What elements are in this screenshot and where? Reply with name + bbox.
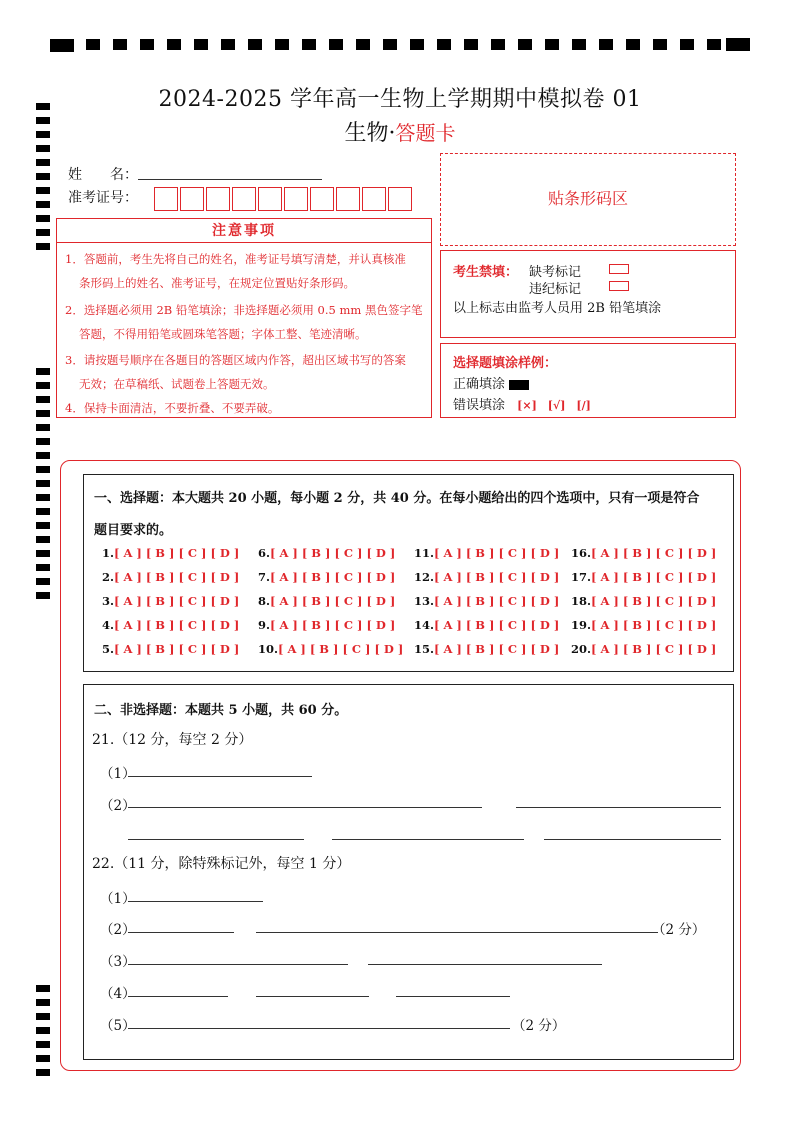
proctor-only-box xyxy=(440,250,736,338)
mc-question xyxy=(414,642,559,656)
timing-mark-left xyxy=(36,215,50,222)
q21-part1-answer-line[interactable] xyxy=(128,776,312,777)
open-heading: 二、非选择题：本题共 5 小题，共 60 分。 xyxy=(94,703,348,718)
timing-mark-left xyxy=(36,999,50,1006)
timing-mark-top xyxy=(410,39,424,50)
subtitle-subject: 生物 xyxy=(344,121,389,146)
timing-mark-left xyxy=(36,187,50,194)
timing-mark-top xyxy=(140,39,154,50)
timing-mark-left xyxy=(36,1027,50,1034)
mc-question-options[interactable]: [ A ] [ B ] [ C ] [ D ] xyxy=(270,546,396,560)
mc-question xyxy=(571,546,716,560)
exam-number-digit-box[interactable] xyxy=(310,187,334,211)
q22-part5-label: （5） xyxy=(100,1018,136,1034)
mc-question-options[interactable]: [ A ] [ B ] [ C ] [ D ] xyxy=(278,642,404,656)
mc-question xyxy=(571,642,716,656)
exam-number-digit-box[interactable] xyxy=(180,187,204,211)
mc-question xyxy=(102,618,239,632)
mc-question-options[interactable]: [ A ] [ B ] [ C ] [ D ] xyxy=(434,570,560,584)
q21-part2-answer-line[interactable] xyxy=(544,839,721,840)
timing-mark-left xyxy=(36,508,50,515)
subtitle-answer-sheet: 答题卡 xyxy=(395,121,456,145)
mc-question xyxy=(414,570,559,584)
mc-question xyxy=(571,594,716,608)
proctor-only-title: 考生禁填： xyxy=(453,265,519,280)
timing-mark-top xyxy=(383,39,397,50)
mc-question-number: 10. xyxy=(258,642,279,656)
exam-number-digit-box[interactable] xyxy=(206,187,230,211)
mc-question xyxy=(571,618,716,632)
mc-question-number: 7. xyxy=(258,570,271,584)
page-title: 2024-2025 学年高一生物上学期期中模拟卷 01 xyxy=(158,87,642,112)
mc-question-options[interactable]: [ A ] [ B ] [ C ] [ D ] xyxy=(114,546,240,560)
q22-part1-label: （1） xyxy=(100,891,136,907)
mc-question-number: 8. xyxy=(258,594,271,608)
mc-question-number: 14. xyxy=(414,618,435,632)
exam-number-digit-box[interactable] xyxy=(336,187,360,211)
mc-question-number: 4. xyxy=(102,618,115,632)
q22-part2-label: （2） xyxy=(100,922,136,938)
mc-question-options[interactable]: [ A ] [ B ] [ C ] [ D ] xyxy=(434,546,560,560)
barcode-area-label: 贴条形码区 xyxy=(547,189,628,208)
barcode-area[interactable] xyxy=(440,153,736,246)
page-subtitle xyxy=(0,116,800,147)
mc-question xyxy=(258,594,395,608)
q22-part3-answer-line[interactable] xyxy=(368,964,602,965)
timing-mark-left xyxy=(36,173,50,180)
timing-mark-top xyxy=(707,39,721,50)
timing-mark-top xyxy=(221,39,235,50)
mc-question-options[interactable]: [ A ] [ B ] [ C ] [ D ] xyxy=(270,594,396,608)
mc-question-number: 5. xyxy=(102,642,115,656)
mc-question-number: 9. xyxy=(258,618,271,632)
mc-question-options[interactable]: [ A ] [ B ] [ C ] [ D ] xyxy=(270,618,396,632)
timing-mark-top xyxy=(248,39,262,50)
mc-question-number: 17. xyxy=(571,570,592,584)
timing-mark-left xyxy=(36,536,50,543)
mc-question-number: 15. xyxy=(414,642,435,656)
mc-question-number: 16. xyxy=(571,546,592,560)
mc-question xyxy=(102,642,239,656)
mc-question-options[interactable]: [ A ] [ B ] [ C ] [ D ] xyxy=(591,642,717,656)
timing-mark-left xyxy=(36,494,50,501)
timing-mark-top xyxy=(653,39,667,50)
timing-mark-left xyxy=(36,466,50,473)
mc-question xyxy=(571,570,716,584)
notice-box xyxy=(56,218,432,418)
timing-mark-top xyxy=(545,39,559,50)
timing-mark-top xyxy=(680,39,694,50)
timing-mark-left xyxy=(36,159,50,166)
wrong-fill-marks: [×] [√] [/] xyxy=(517,399,591,412)
timing-mark-left xyxy=(36,592,50,599)
exam-number-digit-box[interactable] xyxy=(258,187,282,211)
mc-question-number: 20. xyxy=(571,642,592,656)
mc-question xyxy=(414,618,559,632)
q22-part4-answer-line[interactable] xyxy=(128,996,228,997)
q22-part2-answer-line[interactable] xyxy=(128,932,234,933)
q22-part3-label: （3） xyxy=(100,954,136,970)
timing-mark-top xyxy=(464,39,478,50)
timing-mark-top xyxy=(113,39,127,50)
fill-sample-box xyxy=(440,343,736,418)
mc-question xyxy=(414,594,559,608)
exam-number-digit-box[interactable] xyxy=(232,187,256,211)
q22-part5-score: （2 分） xyxy=(512,1018,566,1034)
mc-question-options[interactable]: [ A ] [ B ] [ C ] [ D ] xyxy=(591,618,717,632)
timing-mark-left xyxy=(36,1069,50,1076)
q21-part2-answer-line[interactable] xyxy=(128,839,304,840)
exam-number-digit-box[interactable] xyxy=(362,187,386,211)
timing-mark-left xyxy=(36,550,50,557)
timing-mark-top xyxy=(572,39,586,50)
mc-question-options[interactable]: [ A ] [ B ] [ C ] [ D ] xyxy=(434,618,560,632)
q22-part4-answer-line[interactable] xyxy=(256,996,369,997)
q21-part2-label: （2） xyxy=(100,798,136,814)
timing-mark-left xyxy=(36,368,50,375)
mc-question xyxy=(102,570,239,584)
timing-mark-top-start xyxy=(50,39,74,52)
timing-mark-top-end xyxy=(726,38,750,51)
wrong-fill-row xyxy=(453,394,591,413)
timing-mark-left xyxy=(36,424,50,431)
mc-question xyxy=(258,546,395,560)
violation-mark-label: 违纪标记 xyxy=(529,282,582,297)
timing-mark-left xyxy=(36,1013,50,1020)
correct-fill-row xyxy=(453,373,529,392)
mc-question-number: 11. xyxy=(414,546,435,560)
name-label: 姓 名： xyxy=(68,167,138,183)
mc-question-number: 13. xyxy=(414,594,435,608)
timing-mark-left xyxy=(36,396,50,403)
proctor-note: 以上标志由监考人员用 2B 铅笔填涂 xyxy=(453,301,662,316)
mc-question-options[interactable]: [ A ] [ B ] [ C ] [ D ] xyxy=(434,642,560,656)
timing-mark-top xyxy=(518,39,532,50)
q22-part2-answer-line[interactable] xyxy=(256,932,658,933)
mc-question xyxy=(414,546,559,560)
timing-mark-left xyxy=(36,522,50,529)
fill-sample-title: 选择题填涂样例： xyxy=(453,356,558,371)
q21-part2-answer-line[interactable] xyxy=(128,807,482,808)
timing-mark-top xyxy=(356,39,370,50)
timing-mark-top xyxy=(626,39,640,50)
mc-question-options[interactable]: [ A ] [ B ] [ C ] [ D ] xyxy=(434,594,560,608)
notice-title: 注意事项 xyxy=(212,223,276,239)
mc-question-options[interactable]: [ A ] [ B ] [ C ] [ D ] xyxy=(270,570,396,584)
mc-question-options[interactable]: [ A ] [ B ] [ C ] [ D ] xyxy=(114,570,240,584)
mc-question xyxy=(258,642,403,656)
timing-mark-left xyxy=(36,480,50,487)
q22-part3-answer-line[interactable] xyxy=(128,964,348,965)
notice-item: 条形码上的姓名、准考证号，在规定位置贴好条形码。 xyxy=(79,276,355,290)
mc-question xyxy=(258,570,395,584)
exam-number-digit-box[interactable] xyxy=(154,187,178,211)
mc-question-number: 19. xyxy=(571,618,592,632)
timing-mark-left xyxy=(36,201,50,208)
notice-header xyxy=(57,219,431,243)
timing-mark-left xyxy=(36,985,50,992)
q21-part2-answer-line[interactable] xyxy=(516,807,721,808)
mc-question-options[interactable]: [ A ] [ B ] [ C ] [ D ] xyxy=(114,594,240,608)
q21-part2-answer-line[interactable] xyxy=(332,839,524,840)
absent-mark-box[interactable] xyxy=(609,264,629,274)
wrong-fill-label: 错误填涂 xyxy=(453,398,506,413)
timing-mark-left xyxy=(36,243,50,250)
mc-question-options[interactable]: [ A ] [ B ] [ C ] [ D ] xyxy=(591,594,717,608)
exam-number-label: 准考证号： xyxy=(68,190,138,206)
mc-question-number: 2. xyxy=(102,570,115,584)
mc-question-options[interactable]: [ A ] [ B ] [ C ] [ D ] xyxy=(114,642,240,656)
timing-mark-left xyxy=(36,452,50,459)
exam-number-digit-box[interactable] xyxy=(284,187,308,211)
timing-mark-top xyxy=(194,39,208,50)
q22-part1-answer-line[interactable] xyxy=(128,901,263,902)
mc-question-options[interactable]: [ A ] [ B ] [ C ] [ D ] xyxy=(591,546,717,560)
mc-heading-line2: 题目要求的。 xyxy=(94,523,173,538)
notice-item: 答题，不得用铅笔或圆珠笔答题；字体工整、笔迹清晰。 xyxy=(79,327,367,341)
timing-mark-left xyxy=(36,1041,50,1048)
timing-mark-left xyxy=(36,438,50,445)
violation-mark-box[interactable] xyxy=(609,281,629,291)
mc-question-number: 6. xyxy=(258,546,271,560)
q22-part5-answer-line[interactable] xyxy=(128,1028,510,1029)
timing-mark-top xyxy=(167,39,181,50)
timing-mark-top xyxy=(599,39,613,50)
timing-mark-left xyxy=(36,578,50,585)
timing-mark-left xyxy=(36,382,50,389)
timing-mark-left xyxy=(36,229,50,236)
q22-part4-answer-line[interactable] xyxy=(396,996,510,997)
timing-mark-top xyxy=(86,39,100,50)
timing-mark-left xyxy=(36,410,50,417)
mc-question-number: 3. xyxy=(102,594,115,608)
q22-title: 22.（11 分，除特殊标记外，每空 1 分） xyxy=(92,856,351,872)
mc-question-number: 12. xyxy=(414,570,435,584)
exam-number-digit-box[interactable] xyxy=(388,187,412,211)
mc-question xyxy=(258,618,395,632)
timing-mark-left xyxy=(36,564,50,571)
notice-item: 2．选择题必须用 2B 铅笔填涂；非选择题必须用 0.5 mm 黑色签字笔 xyxy=(65,303,423,317)
mc-question-options[interactable]: [ A ] [ B ] [ C ] [ D ] xyxy=(591,570,717,584)
mc-question-number: 1. xyxy=(102,546,115,560)
notice-item: 1．答题前，考生先将自己的姓名，准考证号填写清楚，并认真核准 xyxy=(65,252,406,266)
mc-question xyxy=(102,594,239,608)
timing-mark-top xyxy=(491,39,505,50)
notice-item: 无效；在草稿纸、试题卷上答题无效。 xyxy=(79,377,275,391)
mc-question xyxy=(102,546,239,560)
q21-part1-label: （1） xyxy=(100,766,136,782)
absent-mark-label: 缺考标记 xyxy=(529,265,582,280)
timing-mark-top xyxy=(275,39,289,50)
correct-fill-label: 正确填涂 xyxy=(453,377,506,392)
timing-mark-left xyxy=(36,1055,50,1062)
timing-mark-top xyxy=(437,39,451,50)
timing-mark-top xyxy=(329,39,343,50)
name-field[interactable] xyxy=(138,179,322,180)
mc-question-options[interactable]: [ A ] [ B ] [ C ] [ D ] xyxy=(114,618,240,632)
notice-item: 3．请按题号顺序在各题目的答题区域内作答，超出区域书写的答案 xyxy=(65,353,406,367)
mc-heading-line1: 一、选择题：本大题共 20 小题，每小题 2 分，共 40 分。在每小题给出的四个选项中，只有一项是符合 xyxy=(94,491,700,506)
correct-fill-mark xyxy=(509,380,529,390)
notice-item: 4．保持卡面清洁，不要折叠、不要弄破。 xyxy=(65,401,280,415)
timing-mark-top xyxy=(302,39,316,50)
mc-question-number: 18. xyxy=(571,594,592,608)
subtitle-dot: · xyxy=(388,121,396,146)
q22-part4-label: （4） xyxy=(100,986,136,1002)
q21-title: 21.（12 分，每空 2 分） xyxy=(92,732,253,748)
q22-part2-score: （2 分） xyxy=(652,922,706,938)
